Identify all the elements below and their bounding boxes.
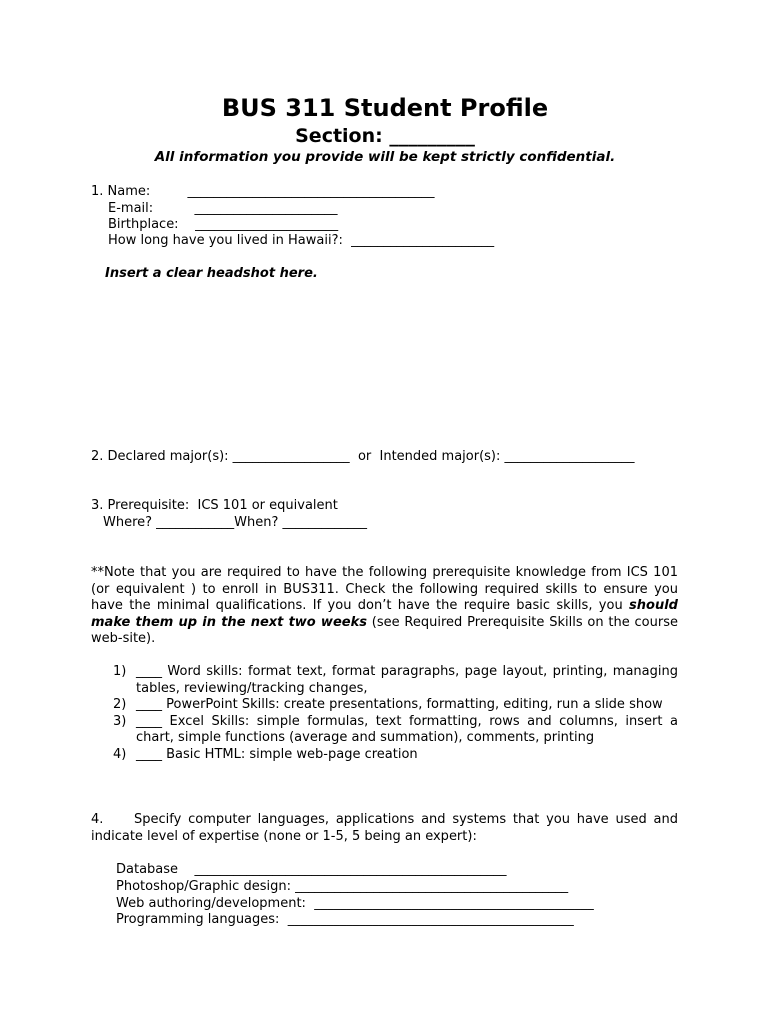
question-number: 4. — [91, 812, 104, 827]
database-field: Database ________________________________________________ — [116, 862, 507, 877]
skill-item-excel — [113, 714, 678, 747]
skills-list — [113, 664, 678, 764]
skill-number: 2) — [113, 697, 127, 713]
skill-text: ____ Basic HTML: simple web-page creation — [136, 746, 418, 762]
page-title: BUS 311 Student Profile — [221, 94, 549, 122]
prerequisite-label: 3. Prerequisite: ICS 101 or equivalent — [91, 498, 338, 513]
photoshop-field: Photoshop/Graphic design: __________________________________________ — [116, 879, 569, 894]
expertise-question — [91, 812, 678, 845]
skill-text: ____ Word skills: format text, format paragraphs, page layout, printing, managing tables, reviewing/tracking changes, — [136, 664, 678, 696]
skill-number: 1) — [113, 664, 127, 679]
programming-languages-field: Programming languages: ____________________________________________ — [116, 912, 574, 927]
note-emphasis: should make them up in the next two weeks — [91, 598, 678, 630]
major-field: 2. Declared major(s): __________________ or Intended major(s): ____________________ — [91, 449, 635, 464]
web-authoring-field: Web authoring/development: ___________________________________________ — [116, 896, 594, 911]
expertise-question-text: Specify computer languages, applications and systems that you have used and indicate level of expertise (none or 1-5, 5 being an expert): — [91, 812, 678, 844]
prerequisite-note — [91, 565, 678, 648]
name-field: 1. Name: ______________________________________ — [91, 184, 435, 199]
skill-number: 4) — [113, 746, 127, 762]
note-text-end: (see Required Prerequisite Skills on the course web-site). — [91, 614, 678, 647]
skill-number: 3) — [113, 713, 127, 729]
hawaii-duration-field: How long have you lived in Hawaii?: ______________________ — [108, 233, 495, 248]
email-field: E-mail: ______________________ — [108, 201, 338, 216]
skill-text: ____ Excel Skills: simple formulas, text formatting, rows and columns, insert a chart, simple functions (average and summation), comments, printing — [136, 713, 678, 746]
skill-item-html — [113, 747, 678, 764]
headshot-instruction: Insert a clear headshot here. — [105, 266, 318, 281]
skill-item-powerpoint — [113, 697, 678, 714]
confidentiality-note: All information you provide will be kept strictly confidential. — [154, 149, 616, 165]
prerequisite-where-when: Where? ____________When? _____________ — [103, 515, 368, 530]
skill-text: ____ PowerPoint Skills: create presentations, formatting, editing, run a slide show — [136, 697, 663, 713]
birthplace-field: Birthplace: ______________________ — [108, 217, 339, 232]
section-field: Section: _________ — [295, 125, 475, 147]
note-text: **Note that you are required to have the following prerequisite knowledge from ICS 101 (or equivalent ) to enroll in BUS311. Check the following required skills to ensure you have the minimal qualifications. If you don’t have the require basic skills, you — [91, 565, 678, 614]
skill-item-word — [113, 664, 678, 697]
